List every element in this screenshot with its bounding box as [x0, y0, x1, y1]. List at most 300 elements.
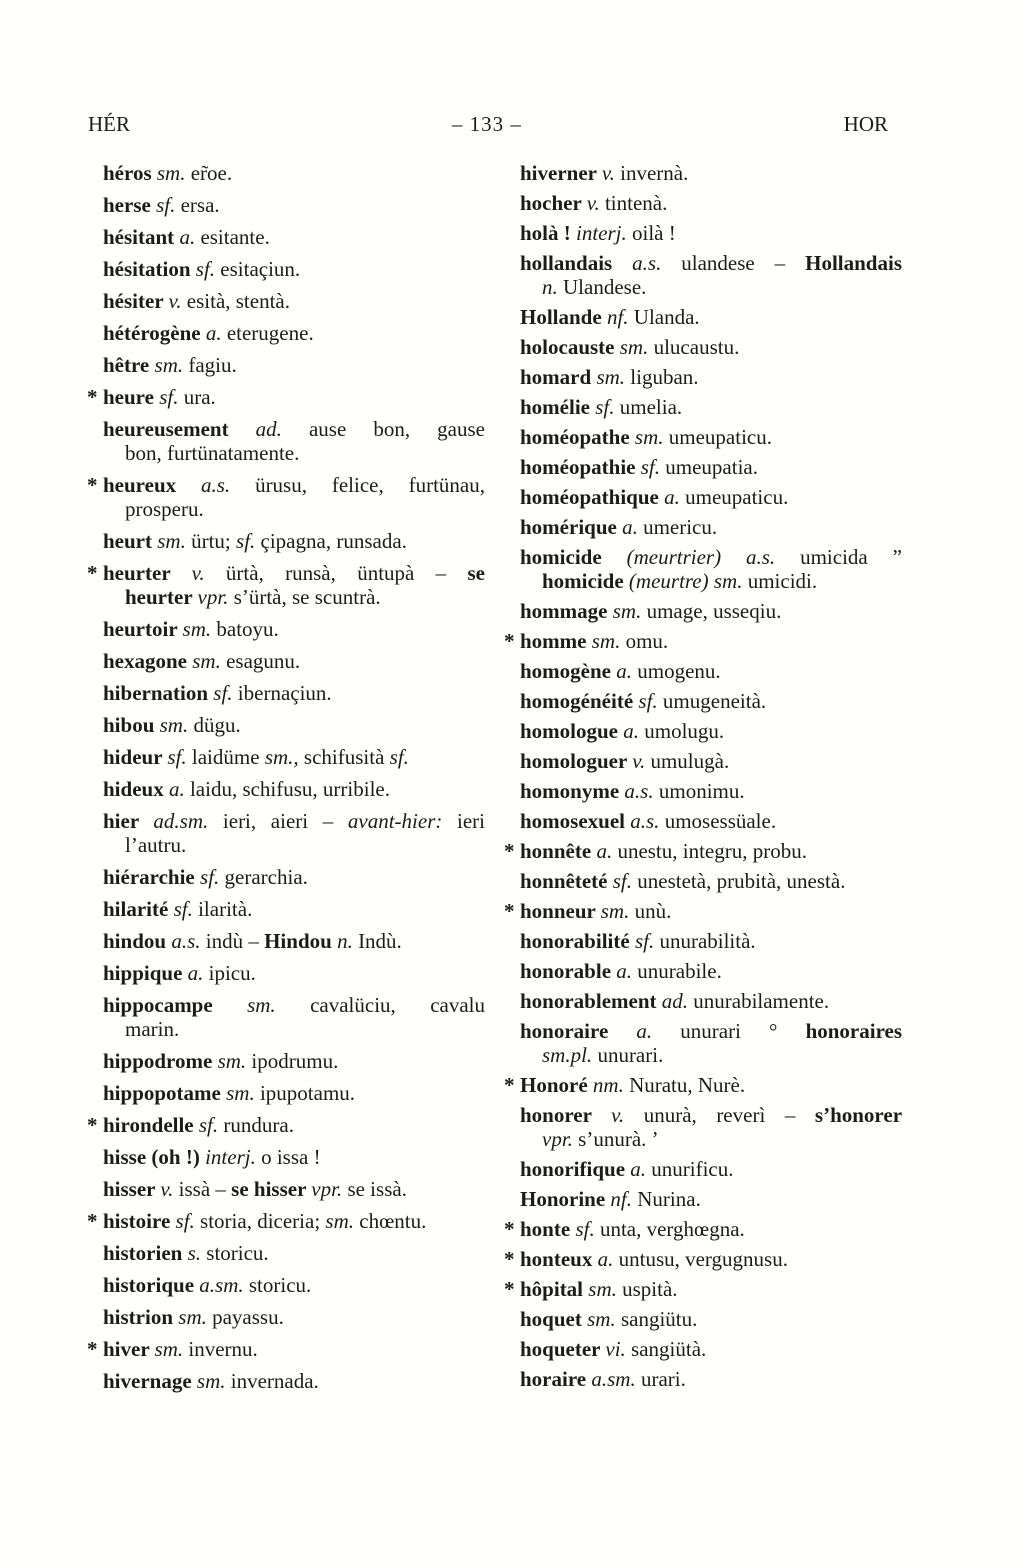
headword-or-bold-text: homme: [520, 629, 592, 653]
headword-or-bold-text: heurter: [125, 585, 198, 609]
entry-line: [103, 161, 485, 185]
dictionary-entry: [103, 617, 485, 641]
headword-or-bold-text: herse: [103, 193, 157, 217]
entry-line: [520, 1217, 902, 1241]
star-marker: *: [87, 1209, 98, 1233]
entry-line: [103, 473, 485, 497]
dictionary-entry: [520, 1187, 902, 1211]
dictionary-entry: [520, 545, 902, 593]
entry-line: [103, 745, 485, 769]
headword-or-bold-text: hisser: [103, 1177, 161, 1201]
grammar-abbreviation: sm.: [634, 425, 664, 449]
dictionary-entry: [103, 529, 485, 553]
translation-text: ulandese –: [661, 251, 806, 275]
headword-or-bold-text: horaire: [520, 1367, 592, 1391]
dictionary-entry: [504, 899, 902, 923]
entry-line: [103, 1049, 485, 1073]
translation-text: unurabile.: [632, 959, 722, 983]
entry-line: [520, 1367, 902, 1391]
translation-text: ilarità.: [192, 897, 253, 921]
entry-line: [520, 629, 902, 653]
entry-line: [103, 321, 485, 345]
star-marker: *: [504, 1217, 515, 1241]
dictionary-entry: [520, 251, 902, 299]
headword-or-bold-text: hésitant: [103, 225, 180, 249]
grammar-abbreviation: a.: [179, 225, 196, 249]
translation-text: umicida ”: [775, 545, 902, 569]
entry-line: [103, 353, 485, 377]
entry-line: [103, 1209, 485, 1233]
dictionary-entry: [504, 1073, 902, 1097]
dictionary-entry: [504, 629, 902, 653]
dictionary-entry: [103, 417, 485, 465]
entry-line: [103, 289, 485, 313]
translation-text: cavalüciu, cavalu: [275, 993, 485, 1017]
grammar-abbreviation: sm.: [619, 335, 649, 359]
dictionary-entry: [504, 839, 902, 863]
headword-or-bold-text: héros: [103, 161, 157, 185]
headword-or-bold-text: hibernation: [103, 681, 214, 705]
headword-or-bold-text: hommage: [520, 599, 613, 623]
entry-line: [520, 929, 902, 953]
translation-text: Nurina.: [632, 1187, 701, 1211]
entry-line: [520, 899, 902, 923]
translation-text: Nuratu, Nurè.: [623, 1073, 746, 1097]
dictionary-entry: [103, 1241, 485, 1265]
headword-or-bold-text: hivernage: [103, 1369, 197, 1393]
dictionary-entry: [520, 395, 902, 419]
grammar-abbreviation: ad.sm.: [153, 809, 209, 833]
headword-or-bold-text: hindou: [103, 929, 172, 953]
translation-text: payassu.: [206, 1305, 284, 1329]
entry-line: [520, 161, 902, 185]
headword-or-bold-text: homologue: [520, 719, 624, 743]
entry-line: [103, 809, 485, 833]
entry-line: [103, 1305, 485, 1329]
entry-line: [520, 425, 902, 449]
grammar-abbreviation: sf.: [389, 745, 409, 769]
entry-line: [520, 1019, 902, 1043]
grammar-abbreviation: a.: [622, 515, 638, 539]
dictionary-entry: [520, 929, 902, 953]
entry-line: [103, 1337, 485, 1361]
grammar-abbreviation: a.s.: [632, 251, 662, 275]
entry-line: [520, 1157, 902, 1181]
translation-text: umugeneità.: [657, 689, 767, 713]
grammar-abbreviation: sf.: [638, 689, 658, 713]
grammar-abbreviation: a.sm.: [199, 1273, 244, 1297]
grammar-abbreviation: v.: [632, 749, 646, 773]
translation-text: chœntu.: [354, 1209, 427, 1233]
grammar-abbreviation: a.: [636, 1019, 653, 1043]
grammar-abbreviation: sm.: [156, 161, 186, 185]
dictionary-entry: [504, 1277, 902, 1301]
translation-text: umulugà.: [645, 749, 730, 773]
headword-or-bold-text: heurter: [103, 561, 192, 585]
grammar-abbreviation: a.: [596, 839, 613, 863]
grammar-abbreviation: a.: [616, 959, 633, 983]
text-columns: [87, 161, 1024, 1401]
headword-or-bold-text: Hollande: [520, 305, 607, 329]
headword-or-bold-text: historien: [103, 1241, 188, 1265]
translation-text: ürtu;: [185, 529, 237, 553]
translation-text: Indù.: [352, 929, 402, 953]
entry-line: [520, 365, 902, 389]
headword-or-bold-text: Hindou: [264, 929, 338, 953]
headword-or-bold-text: honorabilité: [520, 929, 635, 953]
headword-or-bold-text: homard: [520, 365, 597, 389]
grammar-abbreviation: a.s.: [201, 473, 231, 497]
translation-text: unurabilità.: [654, 929, 756, 953]
dictionary-entry: [103, 865, 485, 889]
star-marker: *: [87, 1113, 98, 1137]
dictionary-entry: [520, 719, 902, 743]
dictionary-entry: [520, 161, 902, 185]
entry-continuation-line: [542, 569, 902, 593]
translation-text: umelia.: [614, 395, 683, 419]
dictionary-entry: [520, 1337, 902, 1361]
entry-line: [520, 869, 902, 893]
translation-text: esitante.: [195, 225, 270, 249]
translation-text: untusu, vergugnusu.: [613, 1247, 788, 1271]
translation-text: umeupaticu.: [663, 425, 772, 449]
dictionary-entry: [103, 777, 485, 801]
dictionary-entry: [103, 289, 485, 313]
headword-or-bold-text: hoqueter: [520, 1337, 606, 1361]
grammar-abbreviation: vpr.: [197, 585, 229, 609]
dictionary-entry: [103, 193, 485, 217]
translation-text: ieri: [442, 809, 486, 833]
entry-line: [103, 1241, 485, 1265]
dictionary-entry: [504, 1247, 902, 1271]
headword-or-bold-text: honorablement: [520, 989, 662, 1013]
translation-text: Ulanda.: [628, 305, 700, 329]
entry-continuation-line: [542, 1043, 902, 1067]
translation-text: ipupotamu.: [254, 1081, 356, 1105]
headword-or-bold-text: hippopotame: [103, 1081, 227, 1105]
translation-text: esità, stentà.: [181, 289, 290, 313]
grammar-abbreviation: sf.: [640, 455, 661, 479]
entry-line: [520, 1103, 902, 1127]
dictionary-entry: [520, 1367, 902, 1391]
headword-or-bold-text: homérique: [520, 515, 623, 539]
headword-or-bold-text: hideux: [103, 777, 169, 801]
entry-line: [103, 225, 485, 249]
dictionary-entry: [520, 1019, 902, 1067]
entry-line: [520, 485, 902, 509]
translation-text: umage, usseqiu.: [641, 599, 782, 623]
grammar-abbreviation: sm.pl.: [542, 1043, 593, 1067]
translation-text: eterugene.: [221, 321, 314, 345]
headword-or-bold-text: hésitation: [103, 257, 196, 281]
headword-or-bold-text: hésiter: [103, 289, 169, 313]
star-marker: *: [87, 385, 98, 409]
headword-or-bold-text: hibou: [103, 713, 160, 737]
translation-text: ibernaçiun.: [232, 681, 332, 705]
dictionary-entry: [103, 353, 485, 377]
headword-or-bold-text: hirondelle: [103, 1113, 199, 1137]
entry-line: [520, 515, 902, 539]
headword-or-bold-text: honorer: [520, 1103, 612, 1127]
entry-line: [520, 1307, 902, 1331]
translation-text: omu.: [620, 629, 669, 653]
entry-line: [103, 529, 485, 553]
headword-or-bold-text: homéopathique: [520, 485, 665, 509]
entry-line: [520, 1337, 902, 1361]
grammar-abbreviation: sf.: [612, 869, 633, 893]
headword-or-bold-text: hétérogène: [103, 321, 206, 345]
dictionary-entry: [103, 649, 485, 673]
entry-line: [520, 839, 902, 863]
grammar-abbreviation: sm.: [612, 599, 642, 623]
grammar-abbreviation: interj.: [205, 1145, 256, 1169]
dictionary-entry: [103, 929, 485, 953]
headword-or-bold-text: hexagone: [103, 649, 193, 673]
headword-or-bold-text: hiverner: [520, 161, 602, 185]
entry-line: [103, 1273, 485, 1297]
headword-or-bold-text: historique: [103, 1273, 200, 1297]
entry-continuation-line: [125, 497, 485, 521]
headword-or-bold-text: heureusement: [103, 417, 256, 441]
grammar-abbreviation: nm.: [592, 1073, 624, 1097]
headword-or-bold-text: hippocampe: [103, 993, 248, 1017]
headword-or-bold-text: honoraires: [805, 1019, 903, 1043]
translation-text: laidüme: [186, 745, 265, 769]
grammar-abbreviation: a.: [630, 1157, 647, 1181]
headword-or-bold-text: se hisser: [231, 1177, 312, 1201]
grammar-abbreviation: sf.: [575, 1217, 595, 1241]
grammar-abbreviation: a.sm.: [591, 1367, 636, 1391]
entry-line: [103, 681, 485, 705]
headword-or-bold-text: homologuer: [520, 749, 633, 773]
grammar-abbreviation: a.: [205, 321, 222, 345]
headword-or-bold-text: homosexuel: [520, 809, 631, 833]
dictionary-entry: [520, 455, 902, 479]
headword-or-bold-text: hippodrome: [103, 1049, 218, 1073]
entry-line: [520, 959, 902, 983]
translation-text: marin.: [125, 1017, 180, 1041]
entry-continuation-line: [542, 1127, 902, 1151]
headword-or-bold-text: honorifique: [520, 1157, 631, 1181]
translation-text: o issa !: [255, 1145, 321, 1169]
headword-or-bold-text: hideur: [103, 745, 168, 769]
translation-text: indù –: [200, 929, 265, 953]
dictionary-entry: [103, 321, 485, 345]
grammar-abbreviation: a.: [616, 659, 632, 683]
dictionary-entry: [520, 689, 902, 713]
headword-or-bold-text: homogénéité: [520, 689, 639, 713]
grammar-abbreviation: a.: [623, 719, 640, 743]
entry-line: [520, 335, 902, 359]
entry-line: [103, 617, 485, 641]
dictionary-entry: [520, 1307, 902, 1331]
translation-text: schifusità: [298, 745, 390, 769]
headword-or-bold-text: hocher: [520, 191, 587, 215]
dictionary-entry: [520, 221, 902, 245]
headword-or-bold-text: hippique: [103, 961, 188, 985]
entry-continuation-line: [125, 585, 485, 609]
headword-or-bold-text: heureux: [103, 473, 201, 497]
grammar-abbreviation: sm.: [217, 1049, 247, 1073]
grammar-abbreviation: sf.: [213, 681, 233, 705]
entry-line: [103, 865, 485, 889]
grammar-abbreviation: sf.: [175, 1209, 195, 1233]
grammar-abbreviation: v.: [168, 289, 182, 313]
entry-line: [520, 395, 902, 419]
entry-line: [103, 1369, 485, 1393]
grammar-abbreviation: sm.: [159, 713, 189, 737]
entry-line: [520, 749, 902, 773]
translation-text: esitaçiun.: [215, 257, 301, 281]
translation-text: unestetà, prubità, unestà.: [632, 869, 846, 893]
dictionary-entry: [103, 225, 485, 249]
translation-text: umogenu.: [632, 659, 721, 683]
dictionary-entry: [520, 305, 902, 329]
headword-or-bold-text: holocauste: [520, 335, 620, 359]
translation-text: issà –: [173, 1177, 232, 1201]
translation-text: storia, diceria;: [194, 1209, 326, 1233]
grammar-abbreviation: sf.: [595, 395, 615, 419]
headword-or-bold-text: heurtoir: [103, 617, 183, 641]
translation-text: ulucaustu.: [648, 335, 740, 359]
grammar-abbreviation: nf.: [610, 1187, 633, 1211]
entry-line: [520, 689, 902, 713]
dictionary-entry: [103, 1145, 485, 1169]
grammar-abbreviation: nf.: [606, 305, 629, 329]
entry-line: [520, 455, 902, 479]
translation-text: unurari.: [592, 1043, 664, 1067]
dictionary-entry: [520, 779, 902, 803]
entry-line: [520, 659, 902, 683]
translation-text: unù.: [629, 899, 672, 923]
headword-or-bold-text: histoire: [103, 1209, 176, 1233]
headword-or-bold-text: heurt: [103, 529, 158, 553]
grammar-abbreviation: sm.: [226, 1081, 255, 1105]
translation-text: batoyu.: [211, 617, 279, 641]
dictionary-entry: [520, 1103, 902, 1151]
page-header: [88, 112, 888, 136]
headword-or-bold-text: hoquet: [520, 1307, 588, 1331]
grammar-abbreviation: ad.: [661, 989, 688, 1013]
translation-text: invernà.: [614, 161, 689, 185]
entry-line: [520, 1247, 902, 1271]
entry-line: [103, 961, 485, 985]
entry-line: [520, 545, 902, 569]
headword-or-bold-text: hôpital: [520, 1277, 589, 1301]
entry-continuation-line: [125, 833, 485, 857]
translation-text: liguban.: [625, 365, 699, 389]
grammar-abbreviation: sf.: [198, 1113, 219, 1137]
entry-line: [103, 897, 485, 921]
dictionary-entry: [520, 485, 902, 509]
grammar-abbreviation: sm.: [154, 353, 184, 377]
translation-text: ersa.: [175, 193, 220, 217]
star-marker: *: [504, 1277, 515, 1301]
grammar-abbreviation: sf.: [173, 897, 193, 921]
translation-text: Ulandese.: [557, 275, 647, 299]
grammar-abbreviation: sm.: [192, 649, 221, 673]
entry-line: [103, 561, 485, 585]
grammar-abbreviation: vpr.: [542, 1127, 573, 1151]
entry-line: [103, 417, 485, 441]
star-marker: *: [87, 1337, 98, 1361]
grammar-abbreviation: sf.: [634, 929, 655, 953]
translation-text: ause bon, gause: [281, 417, 485, 441]
translation-text: umericu.: [637, 515, 718, 539]
dictionary-entry: [103, 1049, 485, 1073]
translation-text: urari.: [635, 1367, 686, 1391]
dictionary-entry: [87, 1337, 485, 1361]
entry-line: [520, 779, 902, 803]
entry-line: [103, 993, 485, 1017]
grammar-abbreviation: sf.: [167, 745, 187, 769]
headword-or-bold-text: homéopathie: [520, 455, 641, 479]
headword-or-bold-text: homonyme: [520, 779, 625, 803]
headword-or-bold-text: Hollandais: [805, 251, 902, 275]
translation-text: dügu.: [188, 713, 241, 737]
headword-or-bold-text: homélie: [520, 395, 596, 419]
dictionary-entry: [103, 257, 485, 281]
grammar-abbreviation: v.: [586, 191, 600, 215]
grammar-abbreviation: interj.: [576, 221, 627, 245]
translation-text: storicu.: [201, 1241, 269, 1265]
translation-text: ürusu, felice, furtünau,: [230, 473, 485, 497]
dictionary-entry: [520, 515, 902, 539]
entry-line: [103, 713, 485, 737]
dictionary-entry: [520, 335, 902, 359]
grammar-abbreviation: vi.: [605, 1337, 626, 1361]
grammar-abbreviation: v.: [601, 161, 615, 185]
grammar-abbreviation: v.: [160, 1177, 174, 1201]
translation-text: çipagna, runsada.: [255, 529, 407, 553]
translation-text: oilà !: [626, 221, 676, 245]
translation-text: s’unurà. ’: [572, 1127, 659, 1151]
translation-text: rundura.: [218, 1113, 294, 1137]
entry-line: [520, 1187, 902, 1211]
star-marker: *: [504, 1247, 515, 1271]
grammar-abbreviation: sf.: [159, 385, 179, 409]
entry-line: [520, 305, 902, 329]
grammar-abbreviation: sm.: [196, 1369, 226, 1393]
dictionary-entry: [103, 993, 485, 1041]
grammar-abbreviation: sm.: [182, 617, 212, 641]
headword-or-bold-text: honoraire: [520, 1019, 637, 1043]
dictionary-entry: [103, 1081, 485, 1105]
right-column: [504, 161, 903, 1401]
headword-or-bold-text: hiver: [103, 1337, 155, 1361]
entry-line: [520, 719, 902, 743]
dictionary-entry: [520, 659, 902, 683]
dictionary-entry: [520, 869, 902, 893]
grammar-abbreviation: ad.: [255, 417, 282, 441]
headword-or-bold-text: heure: [103, 385, 160, 409]
headword-or-bold-text: honte: [520, 1217, 576, 1241]
grammar-abbreviation: avant-hier:: [347, 809, 443, 833]
translation-text: umeupaticu.: [679, 485, 789, 509]
grammar-abbreviation: sm.: [247, 993, 276, 1017]
translation-text: umolugu.: [639, 719, 725, 743]
headword-or-bold-text: honnêteté: [520, 869, 613, 893]
headword-or-bold-text: hêtre: [103, 353, 155, 377]
translation-text: umonimu.: [653, 779, 745, 803]
grammar-abbreviation: sm.,: [264, 745, 299, 769]
grammar-abbreviation: sm.: [588, 1277, 617, 1301]
translation-text: invernada.: [225, 1369, 319, 1393]
headword-or-bold-text: histrion: [103, 1305, 179, 1329]
translation-text: ura.: [178, 385, 216, 409]
headword-or-bold-text: se: [467, 561, 485, 585]
grammar-abbreviation: sf.: [200, 865, 220, 889]
